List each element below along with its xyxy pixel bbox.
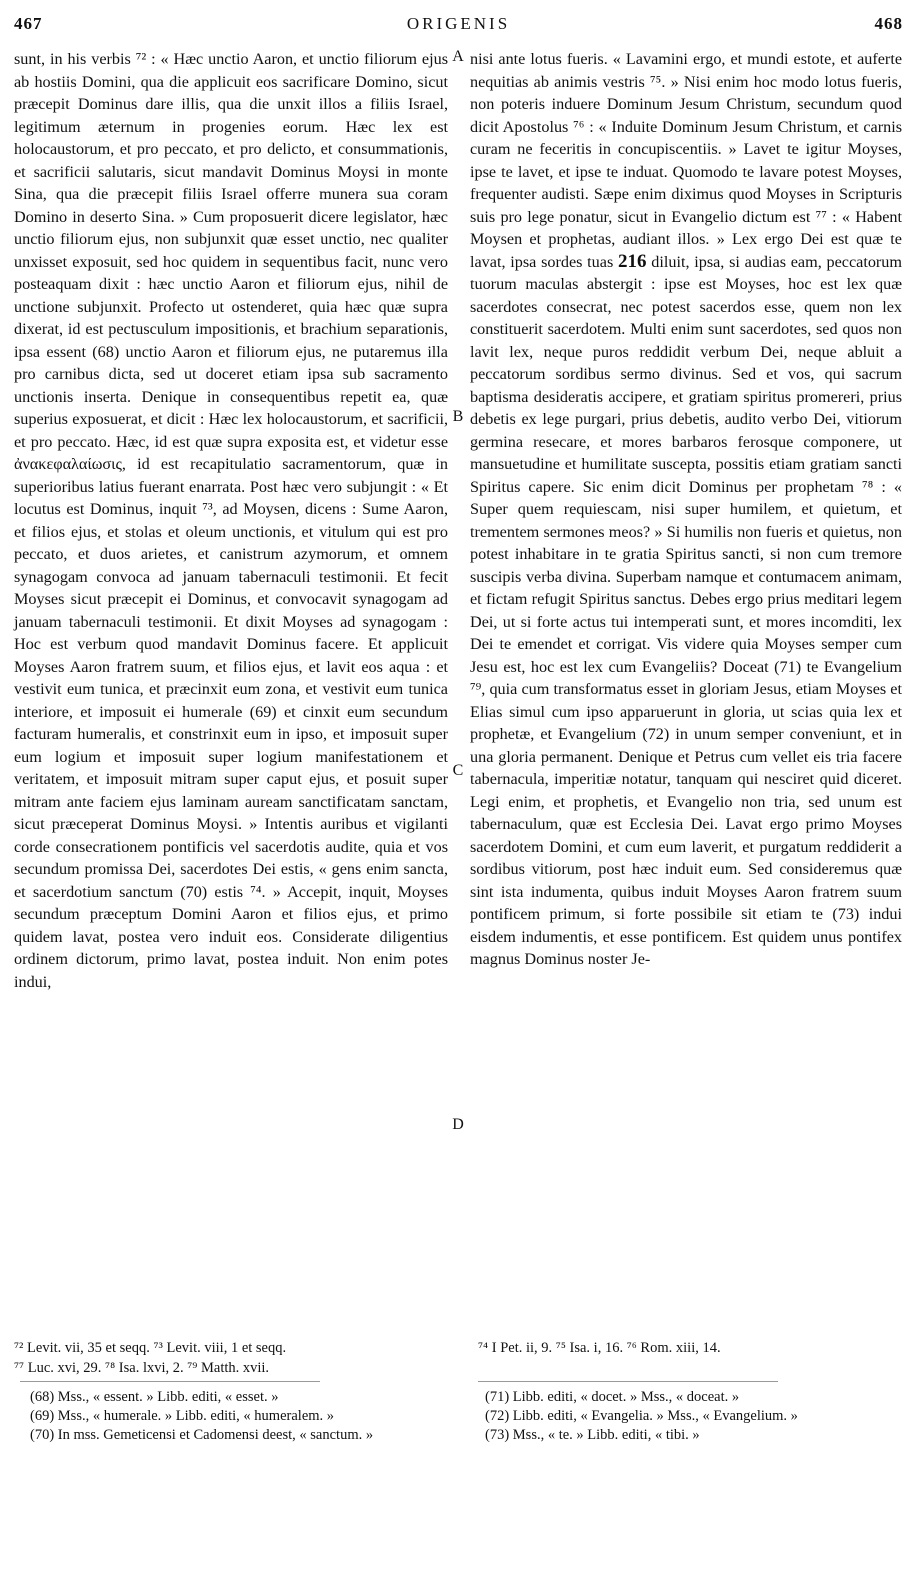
footnote-references-right bbox=[478, 1338, 903, 1358]
column-number: 216 bbox=[618, 250, 647, 272]
right-column bbox=[470, 48, 902, 971]
textual-note: (69) Mss., « humerale. » Libb. editi, « humeralem. » bbox=[30, 1408, 335, 1424]
running-title: ORIGENIS bbox=[406, 14, 511, 33]
footnote-references-left bbox=[14, 1338, 454, 1378]
textual-note: (73) Mss., « te. » Libb. editi, « tibi. » bbox=[485, 1427, 700, 1443]
section-marker-c: C bbox=[452, 762, 464, 779]
left-page-number: 467 bbox=[14, 14, 43, 33]
right-column-text-part-b: diluit, ipsa, si audias eam, peccatorum tuorum maculas abstergit : ipse est Moyses, hoc est lex quæ sacerdotes consecrat, nec potest sacerdos esse, quem non lex constituerit sacerdotem. Multi enim sunt sacerdotes, sed quos non lavit lex, neque puros reddidit verbum Dei, neque abluit a peccatorum sordibus sermo divinus. Sed et vos, qui sacrum baptisma desideratis accipere, et gratiam spiritus promereri, prius debetis ex lege purgari, prius debetis, audito verbo Dei, vitiorum germina resecare, et mores barbaros ferosque componere, ut mansuetudine et humilitate suscepta, possitis etiam gratiam sancti Spiritus capere. Sic enim dicit Dominus per prophetam ⁷⁸ : « Super quem requiescam, nisi super humilem, et quietum, et trementem sermones meos? » Si humilis non fueris et quietus, non potest inhabitare in te gratia Spiritus sancti, si non cum tremore suscipis verba divina. Superbam namque et contumacem animam, et fictam refugit Spiritus sanctus. Debes ergo prius meditari legem Dei, ut si forte actus tui intemperati sunt, et mores incomditi, lex Dei te emendet et corrigat. Vis videre quia Moyses semper cum Jesu est, hoc est lex cum Evangeliis? Doceat (71) te Evangelium ⁷⁹, quia cum transformatus esset in gloriam Jesus, etiam Moyses et Elias simul cum ipso apparuerunt in gloria, ut scias quia lex et prophetæ, et Evangelium (72) in unum semper conveniunt, et in una gloria permanent. Denique et Petrus cum vellet eis tria facere tabernacula, imperitiæ notatur, tanquam qui nesciret quid diceret. Legi enim, et prophetis, et Evangelio non tria, sed unum est tabernaculum, quæ est Ecclesia Dei. Lavat ergo primo Moyses sacerdotem Domini, et cum eum laverit, et purgatum reddiderit a sordibus vitiorum, post hæc induit eum. Sed consideremus quæ sint ista indumenta, quibus induit Moyses Aaron fratrem suum pontificem primum, si forte possibile sit etiam te (73) indui eisdem indumentis, et esse pontificem. Est quidem unus pontifex magnus Dominus noster Je- bbox=[470, 252, 902, 968]
footnote-divider-left bbox=[20, 1381, 320, 1382]
section-marker-a: A bbox=[452, 48, 464, 65]
footnote-ref-line: ⁷⁴ I Pet. ii, 9. ⁷⁵ Isa. i, 16. ⁷⁶ Rom. xiii, 14. bbox=[478, 1340, 721, 1356]
textual-note: (70) In mss. Gemeticensi et Cadomensi deest, « sanctum. » bbox=[30, 1427, 374, 1443]
textual-note: (71) Libb. editi, « docet. » Mss., « doceat. » bbox=[485, 1389, 740, 1405]
footnote-divider-right bbox=[478, 1381, 778, 1382]
footnote-ref-line: ⁷² Levit. vii, 35 et seqq. ⁷³ Levit. viii, 1 et seqq. bbox=[14, 1340, 287, 1356]
right-page-number: 468 bbox=[874, 14, 903, 33]
right-column-text bbox=[470, 48, 902, 971]
right-column-text-part-a: nisi ante lotus fueris. « Lavamini ergo, et mundi estote, et auferte nequitias ab animis vestris ⁷⁵. » Nisi enim hoc modo lotus fueris, non poteris induere Dominum Jesum Christum, secundum quod dicit Apostolus ⁷⁶ : « Induite Dominum Jesum Christum, et carnis curam ne feceritis in concupiscentiis. » Lavet te igitur Moyses, ipse te lavet, et ipse te induat. Quomodo te lavare potest Moyses, frequenter audisti. Sæpe enim diximus quod Moyses in Scripturis suis pro lege ponatur, sicut in Evangelio dictum est ⁷⁷ : « Habent Moysen et prophetas, audiant illos. » Lex ergo Dei est quæ te lavat, ipsa sordes tuas bbox=[470, 50, 902, 271]
textual-note: (72) Libb. editi, « Evangelia. » Mss., « Evangelium. » bbox=[485, 1408, 798, 1424]
section-marker-d: D bbox=[452, 1116, 464, 1133]
textual-notes-left bbox=[30, 1388, 450, 1445]
running-header bbox=[14, 14, 903, 40]
textual-notes-right bbox=[485, 1388, 895, 1445]
left-column bbox=[14, 48, 448, 993]
textual-note: (68) Mss., « essent. » Libb. editi, « esset. » bbox=[30, 1389, 279, 1405]
section-marker-b: B bbox=[452, 408, 464, 425]
left-column-text: sunt, in his verbis ⁷² : « Hæc unctio Aaron, et unctio filiorum ejus ab hostiis Domini, qua die applicuit eos sacrificare Domino, sicut præcepit Dominus dare illis, qua die unxit illos a filiis Israel, legitimum æternum in progenies eorum. Hæc lex est holocaustorum, et pro peccato, et pro delicto, et consummationis, et sacrificii salutaris, sicut mandavit Dominus Moysi in monte Sina, qua die præcepit filiis Israel offerre munera sua coram Domino in deserto Sina. » Cum proposuerit dicere legislator, hæc unctio filiorum ejus, non subjunxit quæ esset unctio, nec qualiter unxisset exposuit, sed hoc quidem in sequentibus facit, nunc vero posteaquam dixit : hæc unctio Aaron et filiorum ejus, nihil de unctione subjunxit. Profecto ut ostenderet, quia hæc quæ supra dixerat, id est pectusculum impositionis, et brachium separationis, ipsa essent (68) unctio Aaron et filiorum ejus, ne putaremus illa pro carnibus dicta, sed ut doceret etiam ipsa sub sacramento unctionis inserta. Denique in consequentibus repetit ea, quæ superius exposuerat, et dicit : Hæc lex holocaustorum, et sacrificii, et pro peccato. Hæc, id est quæ supra exposita est, et videtur esse ἀνακεφαλαίωσις, id est recapitulatio sacramentorum, quæ in superioribus latius fuerant enarrata. Post hæc vero subjungit : « Et locutus est Dominus, inquit ⁷³, ad Moysen, dicens : Sume Aaron, et filios ejus, et stolas et oleum unctionis, et vitulum qui est pro peccato, et duos arietes, et canistrum azymorum, et omnem synagogam convoca ad januam tabernaculi testimonii. Et fecit Moyses sicut præcepit ei Dominus, et convocavit synagogam ad januam tabernaculi testimonii. Et dixit Moyses ad synagogam : Hoc est verbum quod mandavit Dominus facere. Et applicuit Moyses Aaron fratrem suum, et filios ejus, et lavit eos aqua : et vestivit eum tunica, et præcinxit eum zona, et vestivit eum tunica interiore, et imposuit ei humerale (69) et cinxit eum secundum facturam humeralis, et constrinxit eum in ipso, et imposuit super eum logium et imposuit super logium manifestationem et veritatem, et imposuit mitram super caput ejus, et posuit super mitram ante faciem ejus laminam auream sanctificatam sanctam, sicut præceperat Dominus Moysi. » Intentis auribus et vigilanti corde consecrationem pontificis vel sacerdotis audite, quia et vos secundum promissa Dei, sacerdotes Dei estis, « gens enim sancta, et sacerdotium sanctum (70) estis ⁷⁴. » Accepit, inquit, Moyses secundum præceptum Domini Aaron et filios ejus, et primo quidem lavat, postea vero induit eos. Considerate diligentius ordinem dictorum, primo lavat, postea induit. Non enim potes indui, bbox=[14, 50, 448, 991]
footnote-ref-line: ⁷⁷ Luc. xvi, 29. ⁷⁸ Isa. lxvi, 2. ⁷⁹ Matth. xvii. bbox=[14, 1360, 270, 1376]
